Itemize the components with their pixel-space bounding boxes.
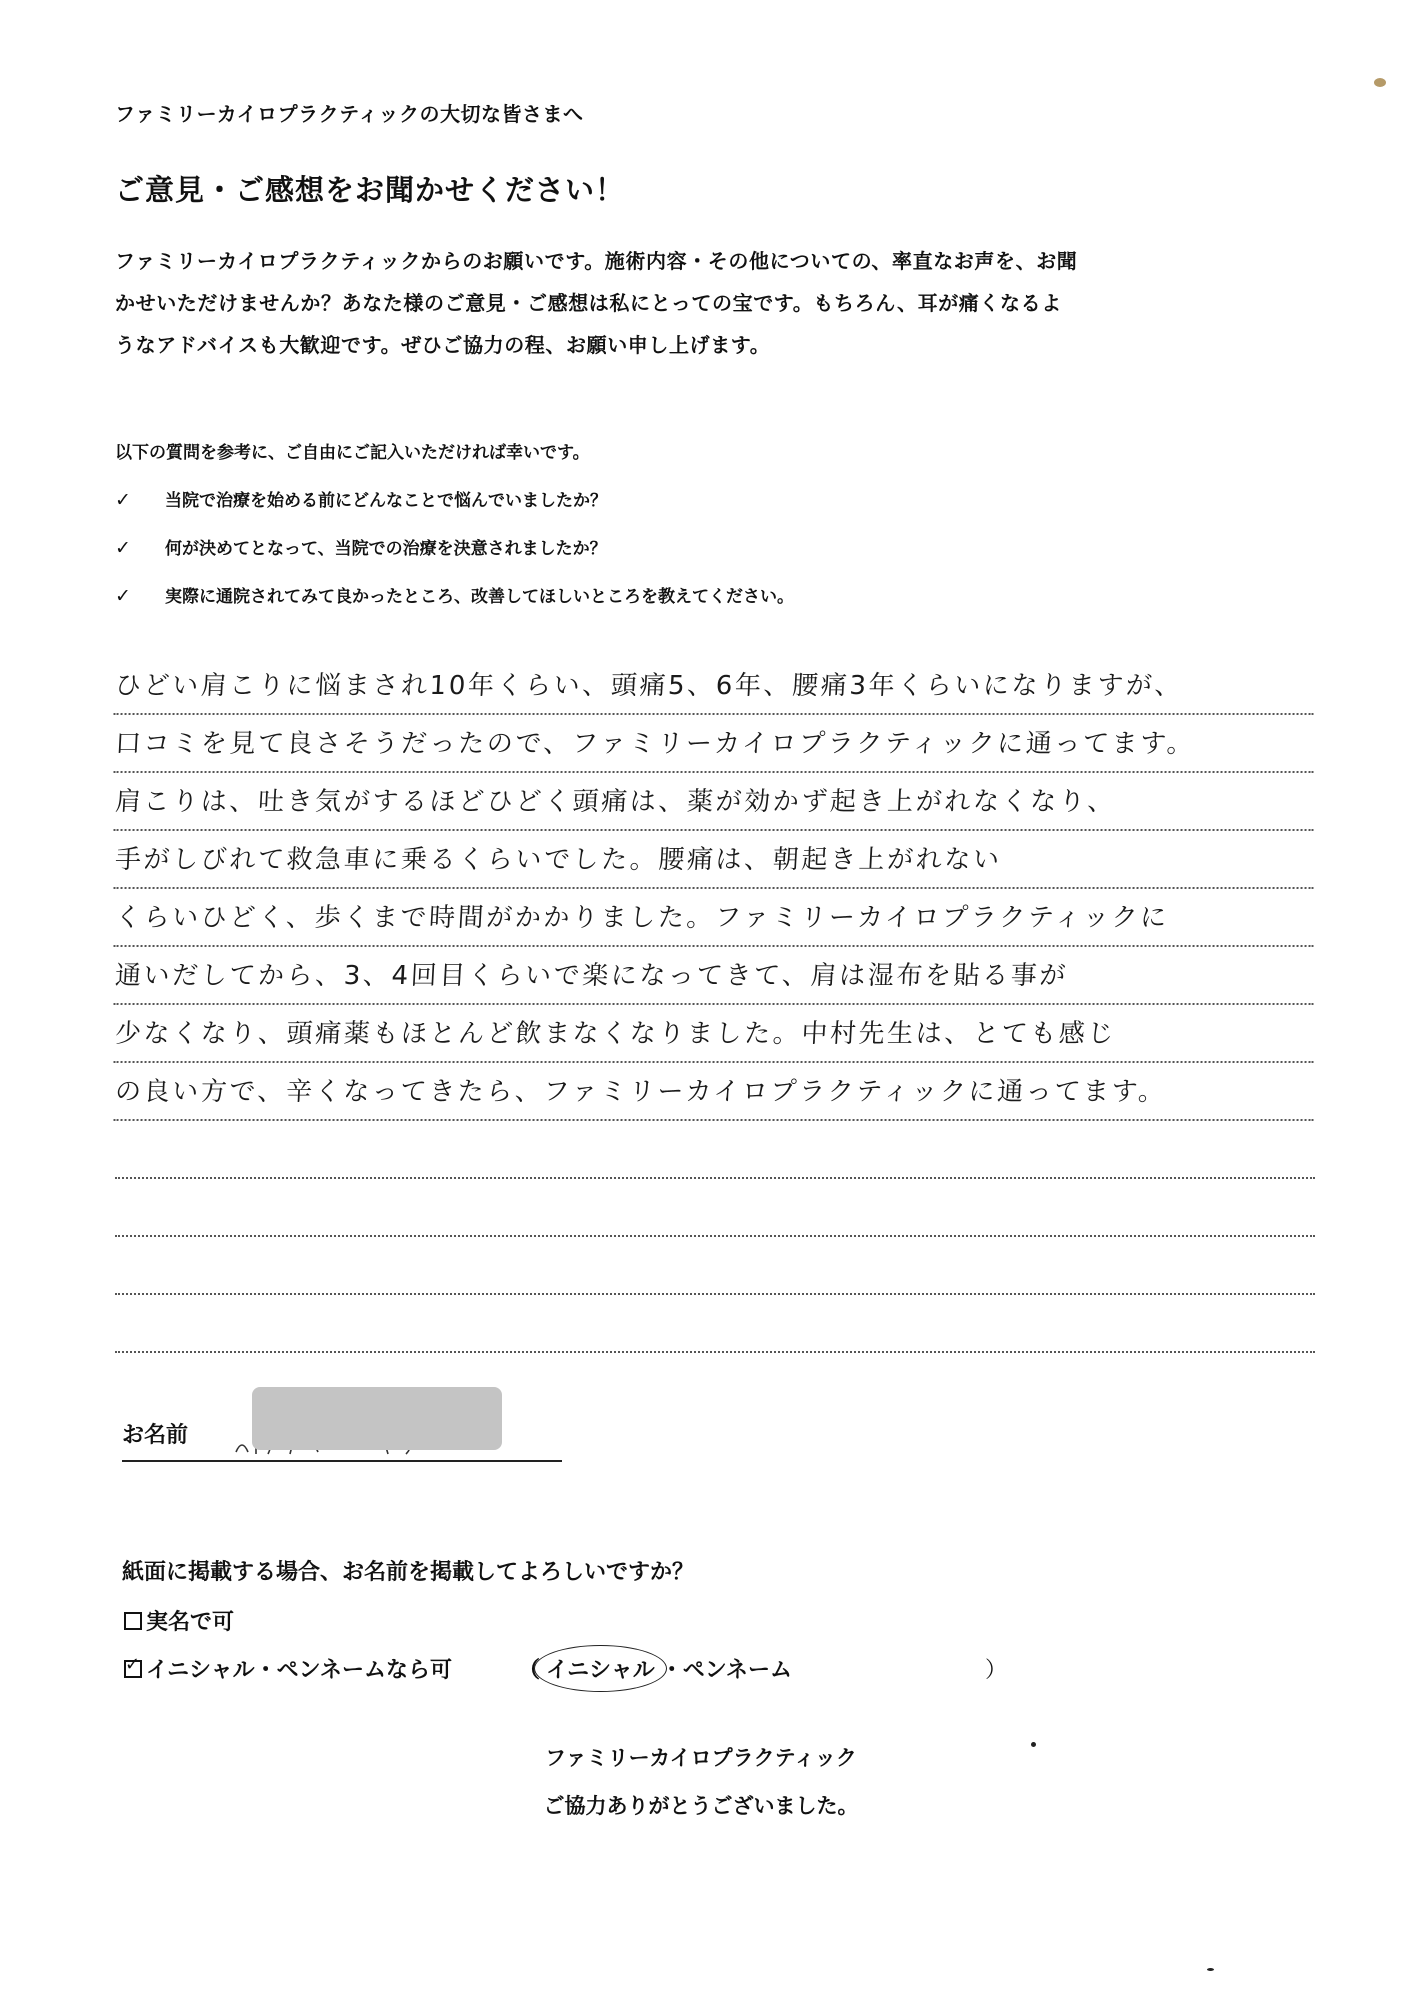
response-line: 手がしびれて救急車に乗るくらいでした。腰痛は、朝起き上がれない bbox=[113, 831, 1316, 889]
response-line: の良い方で、辛くなってきたら、ファミリーカイロプラクティックに通ってます。 bbox=[113, 1063, 1316, 1121]
question-item bbox=[115, 486, 794, 534]
closing-clinic-name: ファミリーカイロプラクティック bbox=[545, 1746, 857, 1770]
closing-thanks: ご協力ありがとうございました。 bbox=[543, 1794, 859, 1818]
check-icon: ✓ bbox=[115, 537, 131, 559]
publish-question: 紙面に掲載する場合、お名前を掲載してよろしいですか？ bbox=[122, 1560, 695, 1585]
question-item bbox=[115, 582, 794, 630]
response-line: くらいひどく、歩くまで時間がかかりました。ファミリーカイロプラクティックに bbox=[113, 889, 1316, 947]
paren-open: （ bbox=[518, 1658, 541, 1683]
option-initial-penname[interactable] bbox=[124, 1653, 452, 1684]
intro-paragraph bbox=[115, 240, 1315, 366]
stray-dot bbox=[1207, 1968, 1214, 1971]
check-icon: ✓ bbox=[115, 585, 131, 607]
response-line: 少なくなり、頭痛薬もほとんど飲まなくなりました。中村先生は、とても感じ bbox=[113, 1005, 1316, 1063]
checkbox-real-name[interactable] bbox=[124, 1612, 142, 1630]
page-title: ご意見・ご感想をお聞かせください！ bbox=[115, 173, 626, 207]
check-icon: ✓ bbox=[115, 489, 131, 511]
option-real-name[interactable] bbox=[124, 1605, 234, 1636]
stray-dot bbox=[1031, 1742, 1036, 1747]
response-line: 肩こりは、吐き気がするほどひどく頭痛は、薬が効かず起き上がれなくなり、 bbox=[113, 773, 1316, 831]
question-text: 当院で治療を始める前にどんなことで悩んでいましたか？ bbox=[165, 491, 607, 511]
paper-stain bbox=[1374, 78, 1386, 87]
name-field bbox=[122, 1398, 562, 1462]
paren-close: ） bbox=[985, 1658, 1008, 1683]
redacted-name bbox=[252, 1387, 502, 1450]
blank-dotted-line bbox=[115, 1237, 1315, 1295]
option-real-name-label: 実名で可 bbox=[146, 1610, 235, 1635]
question-text: 実際に通院されてみて良かったところ、改善してほしいところを教えてください。 bbox=[165, 587, 794, 607]
checkbox-initial-penname[interactable] bbox=[124, 1654, 142, 1678]
question-item bbox=[115, 534, 794, 582]
choice-penname[interactable]: ペンネーム bbox=[682, 1658, 793, 1683]
initial-or-penname-choice bbox=[518, 1653, 792, 1684]
intro-line: うなアドバイスも大歓迎です。ぜひご協力の程、お願い申し上げます。 bbox=[115, 333, 771, 357]
question-text: 何が決めてとなって、当院での治療を決意されましたか？ bbox=[165, 539, 607, 559]
choice-initial-circled[interactable]: イニシャル bbox=[540, 1653, 661, 1684]
name-label: お名前 bbox=[122, 1423, 189, 1448]
intro-line: かせいただけませんか？あなた様のご意見・ご感想は私にとっての宝です。もちろん、耳が痛くなるよ bbox=[115, 291, 1062, 315]
response-line: 通いだしてから、3、4回目くらいで楽になってきて、肩は湿布を貼る事が bbox=[113, 947, 1316, 1005]
questions-prompt: 以下の質問を参考に、ご自由にご記入いただければ幸いです。 bbox=[115, 443, 590, 463]
blank-dotted-line bbox=[115, 1179, 1315, 1237]
response-line: 口コミを見て良さそうだったので、ファミリーカイロプラクティックに通ってます。 bbox=[113, 715, 1316, 773]
option-initial-penname-label: イニシャル・ペンネームなら可 bbox=[146, 1658, 453, 1683]
choice-separator: ・ bbox=[660, 1658, 683, 1683]
response-line: ひどい肩こりに悩まされ10年くらい、頭痛5、6年、腰痛3年くらいになりますが、 bbox=[113, 657, 1316, 715]
blank-dotted-line bbox=[115, 1121, 1315, 1179]
blank-dotted-line bbox=[115, 1295, 1315, 1353]
salutation: ファミリーカイロプラクティックの大切な皆さまへ bbox=[115, 102, 584, 126]
handwritten-response bbox=[115, 657, 1315, 1353]
question-list bbox=[115, 486, 794, 630]
checkmark-icon: ✓ bbox=[125, 1654, 141, 1675]
intro-line: ファミリーカイロプラクティックからのお願いです。施術内容・その他についての、率直なお声を、お聞 bbox=[115, 249, 1078, 273]
